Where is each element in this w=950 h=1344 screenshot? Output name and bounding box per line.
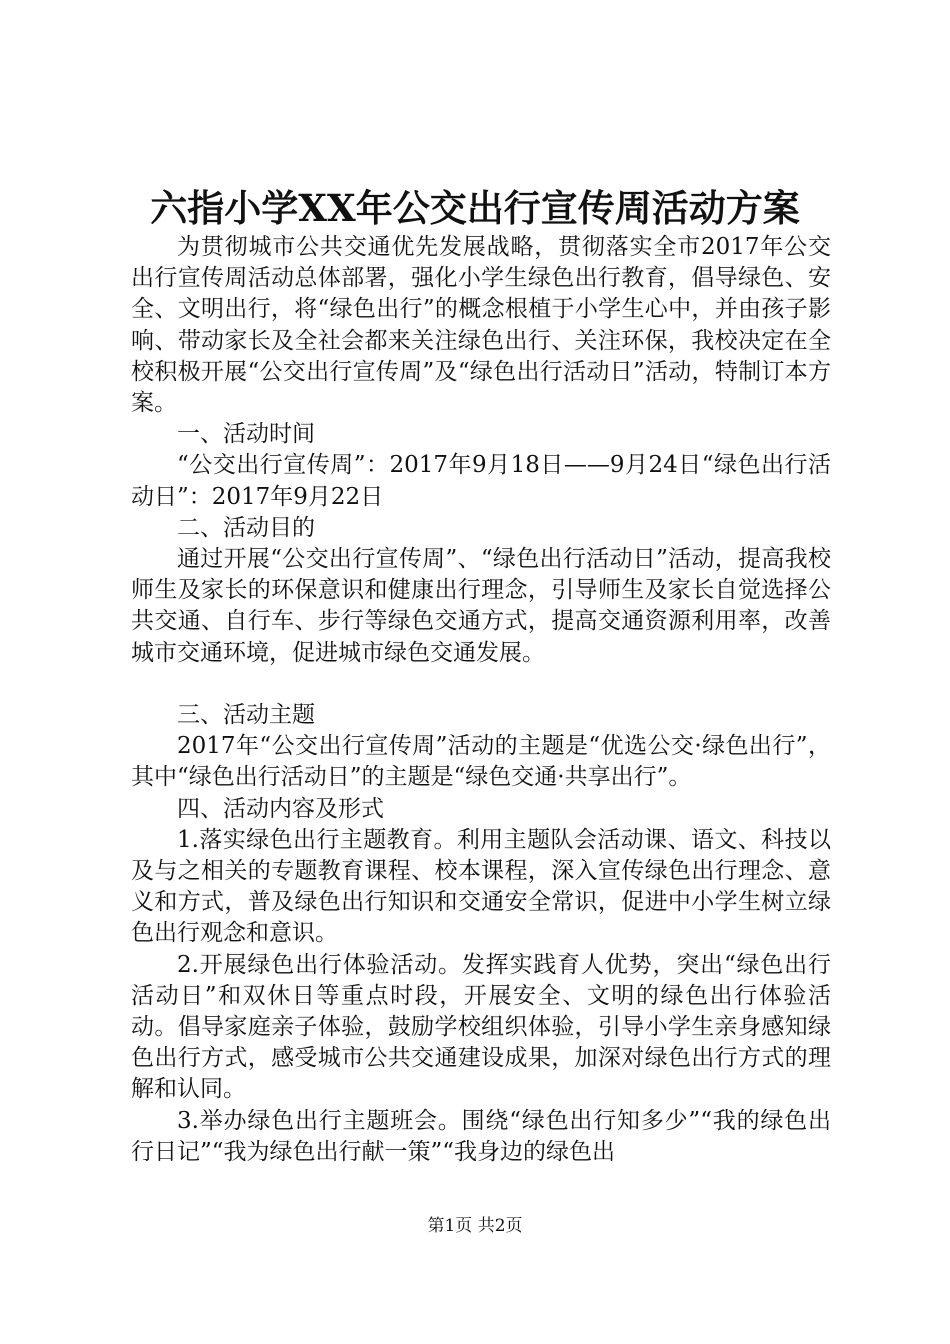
paragraph-content-item-1: 1.落实绿色出行主题教育。利用主题队会活动课、语文、科技以及与之相关的专题教育课程、校本课程，深入宣传绿色出行理念、意义和方式，普及绿色出行知识和交通安全常识，促进中小学生树立绿色出行观念和意识。 (131, 826, 831, 947)
paragraph-content-item-2: 2.开展绿色出行体验活动。发挥实践育人优势，突出“绿色出行活动日”和双休日等重点时段，开展安全、文明的绿色出行体验活动。倡导家庭亲子体验，鼓励学校组织体验，引导小学生亲身感知绿色出行方式，感受城市公共交通建设成果，加深对绿色出行方式的理解和认同。 (131, 951, 831, 1103)
heading-activity-time: 一、活动时间 (177, 421, 315, 448)
paragraph-activity-theme: 2017年“公交出行宣传周”活动的主题是“优选公交·绿色出行”，其中“绿色出行活动日”的主题是“绿色交通·共享出行”。 (131, 733, 831, 791)
page-footer: 第1页 共2页 (427, 1216, 523, 1236)
blank-line (131, 669, 831, 700)
paragraph-intro: 为贯彻城市公共交通优先发展战略，贯彻落实全市2017年公交出行宣传周活动总体部署，强化小学生绿色出行教育，倡导绿色、安全、文明出行，将“绿色出行”的概念根植于小学生心中，并由孩子影响、带动家长及全社会都来关注绿色出行、关注环保，我校决定在全校积极开展“公交出行宣传周”及“绿色出行活动日”活动，特制订本方案。 (131, 234, 831, 417)
paragraph-activity-time: “公交出行宣传周”：2017年9月18日——9月24日“绿色出行活动日”：2017年9月22日 (131, 452, 831, 510)
document-body (131, 232, 831, 1168)
heading-activity-theme: 三、活动主题 (177, 702, 315, 729)
paragraph-activity-purpose: 通过开展“公交出行宣传周”、“绿色出行活动日”活动，提高我校师生及家长的环保意识和健康出行理念，引导师生及家长自觉选择公共交通、自行车、步行等绿色交通方式，提高交通资源利用率，改善城市交通环境，促进城市绿色交通发展。 (131, 546, 831, 666)
heading-activity-purpose: 二、活动目的 (177, 514, 315, 541)
heading-activity-content: 四、活动内容及形式 (177, 795, 384, 822)
paragraph-content-item-3: 3.举办绿色出行主题班会。围绕“绿色出行知多少”“我的绿色出行日记”“我为绿色出行献一策”“我身边的绿色出 (131, 1107, 831, 1165)
document-title: 六指小学XX年公交出行宣传周活动方案 (150, 186, 800, 230)
